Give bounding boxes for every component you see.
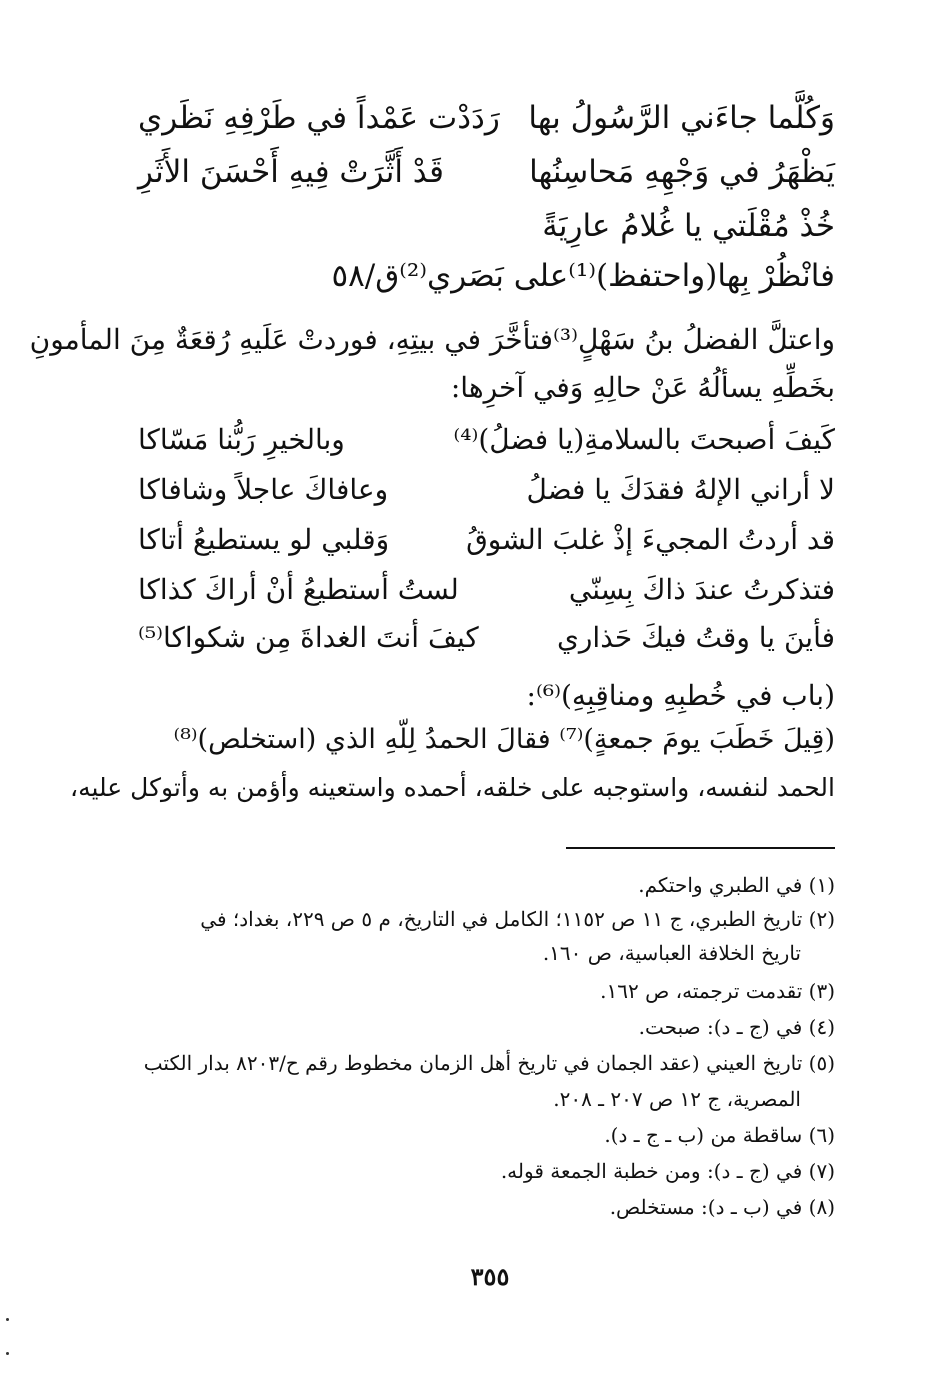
footnote-6: (٦) ساقطة من (ب ـ ج ـ د). (604, 1123, 835, 1147)
poem2-verse-2-second: وعافاكَ عاجلاً وشافاكا (138, 473, 389, 506)
poem2-verse-4-second: لستُ أستطيعُ أنْ أراكَ كذاكا (138, 573, 459, 606)
verse-1-first-hemistich: وَكُلَّما جاءَني الرَّسُولُ بها (528, 100, 835, 136)
footnote-1: (١) في الطبري واحتكم. (638, 873, 835, 897)
scan-speck (6, 1318, 9, 1321)
verse-4: فانْظُرْ بِها(واحتفظ)⁽¹⁾على بَصَري⁽²⁾ق/٥٨ (331, 258, 835, 294)
footnote-3: (٣) تقدمت ترجمته، ص ١٦٢. (600, 979, 835, 1003)
footnote-5: (٥) تاريخ العيني (عقد الجمان في تاريخ أهل الزمان مخطوط رقم ح/٨٢٠٣ بدار الكتب (143, 1051, 835, 1075)
prose-line-2: بخَطِّهِ يسألُهُ عَنْ حالِهِ وَفي آخرِها: (450, 371, 835, 404)
section-line-2: الحمد لنفسه، واستوجبه على خلقه، أحمده واستعينه وأؤمن به وأتوكل عليه، (70, 773, 835, 802)
poem2-verse-1-first: كَيفَ أصبحتَ بالسلامةِ(يا فضلُ)⁽⁴⁾ (453, 423, 835, 456)
footnote-5-continued: المصرية، ج ١٢ ص ٢٠٧ ـ ٢٠٨. (553, 1087, 801, 1111)
poem2-verse-3-second: وَقلبي لو يستطيعُ أتاكا (138, 523, 390, 556)
verse-1-second-hemistich: رَدَدْت عَمْداً في طَرْفِهِ نَظَري (138, 100, 500, 136)
poem2-verse-5-first: فأينَ يا وقتُ فيكَ حَذاري (556, 621, 835, 654)
footnote-4: (٤) في (ج ـ د): صبحت. (638, 1015, 835, 1039)
poem2-verse-3-first: قد أردتُ المجيءَ إذْ غلبَ الشوقُ (466, 523, 835, 556)
page-number: ٣٥٥ (470, 1262, 510, 1291)
footnote-8: (٨) في (ب ـ د): مستخلص. (609, 1195, 835, 1219)
section-heading: (باب في خُطبِهِ ومناقِبِهِ)⁽⁶⁾: (526, 679, 835, 712)
poem2-verse-4-first: فتذكرتُ عندَ ذاكَ بِسِنّي (568, 573, 835, 606)
verse-3: خُذْ مُقْلَتي يا غُلامُ عارِيَةً (542, 208, 835, 244)
poem2-verse-5-second: كيفَ أنتَ الغداةَ مِن شكواكا⁽⁵⁾ (138, 621, 479, 654)
footnote-2-continued: تاريخ الخلافة العباسية، ص ١٦٠. (542, 941, 801, 965)
footnote-7: (٧) في (ج ـ د): ومن خطبة الجمعة قوله. (500, 1159, 835, 1183)
footnote-2: (٢) تاريخ الطبري، ج ١١ ص ١١٥٢؛ الكامل في التاريخ، م ٥ ص ٢٢٩، بغداد؛ في (200, 907, 835, 931)
prose-line-1: واعتلَّ الفضلُ بنُ سَهْلٍ⁽³⁾فتأخَّرَ في بيتِهِ، فوردتْ عَلَيهِ رُقعَةٌ مِنَ المأمونِ (29, 323, 835, 356)
verse-2-first-hemistich: يَظْهَرُ في وَجْهِهِ مَحاسِنُها (529, 154, 835, 190)
scan-speck (6, 1352, 9, 1355)
footnote-separator (566, 847, 835, 849)
poem2-verse-1-second: وبالخيرِ رَبُّنا مَسّاكا (138, 423, 345, 456)
poem2-verse-2-first: لا أراني الإلهُ فقدَكَ يا فضلُ (526, 473, 835, 506)
verse-2-second-hemistich: قَدْ أَثَّرَتْ فِيهِ أَحْسَنَ الأَثَرِ (138, 154, 444, 190)
section-line-1: (قِيلَ خَطَبَ يومَ جمعةٍ)⁽⁷⁾ فقالَ الحمدُ لِلّهِ الذي (استخلص)⁽⁸⁾ (173, 724, 835, 755)
